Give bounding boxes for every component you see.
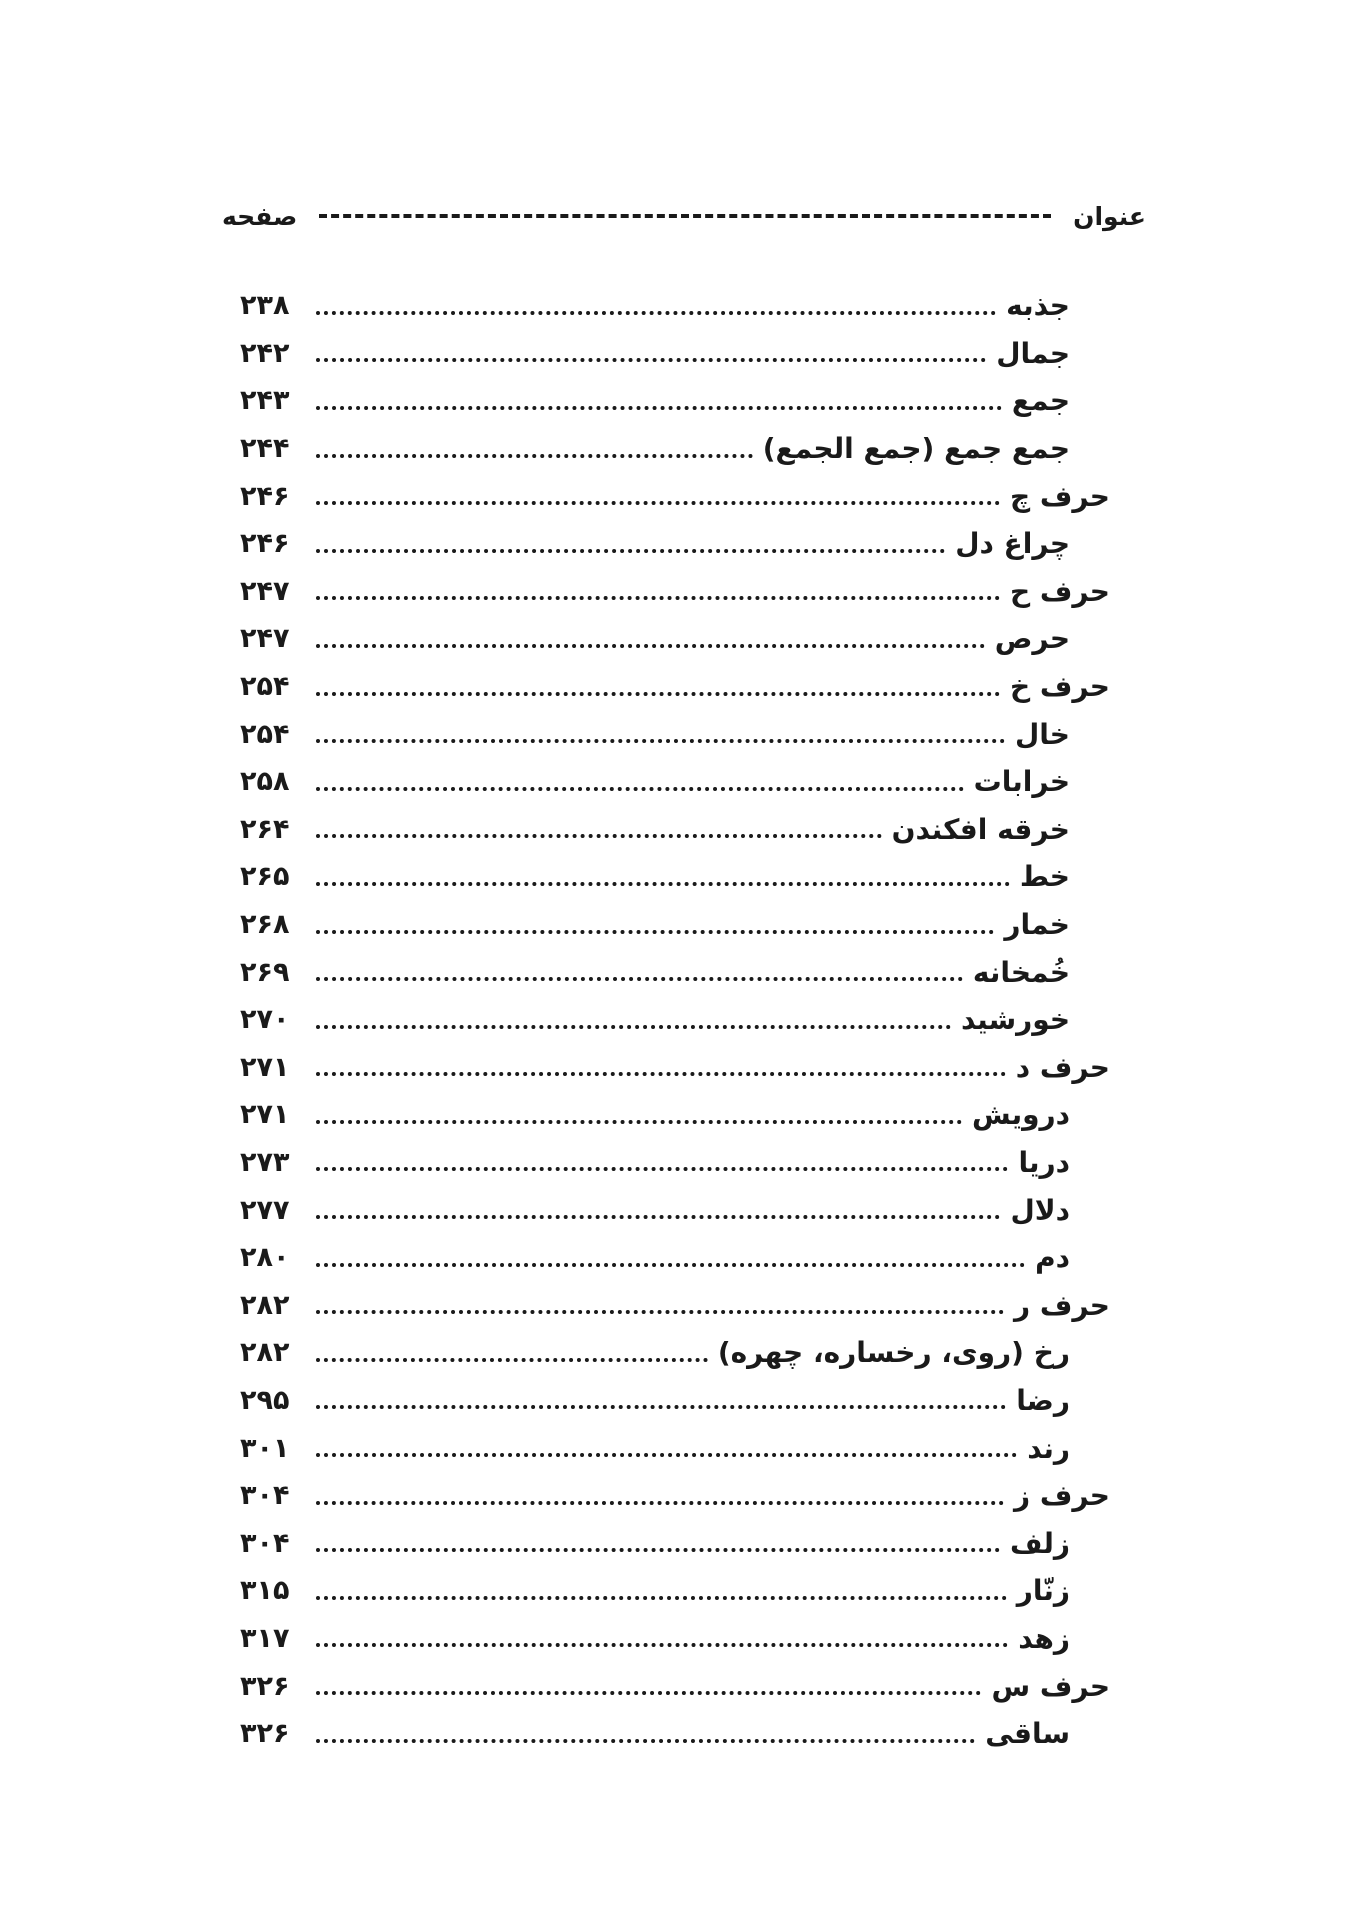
- toc-entry-row: [240, 1377, 1110, 1425]
- toc-entry-row: [240, 901, 1110, 949]
- dot-leader: [316, 1263, 1025, 1267]
- toc-entry-title: حرف ز: [1014, 1479, 1110, 1513]
- dot-leader: [316, 549, 945, 553]
- dot-leader: [316, 1739, 975, 1743]
- toc-page-number: ۲۸۰: [240, 1242, 290, 1274]
- toc-section-row: [240, 1044, 1110, 1092]
- dot-leader: [316, 1215, 1000, 1219]
- toc-entry-row: [240, 853, 1110, 901]
- toc-entry-title: حرف ر: [1014, 1288, 1110, 1322]
- toc-entry-title: چراغ دل: [955, 527, 1070, 561]
- toc-page-number: ۲۹۵: [240, 1384, 290, 1416]
- toc-page-number: ۲۸۲: [240, 1337, 290, 1369]
- toc-section-row: [240, 568, 1110, 616]
- column-title-label: عنوان: [1073, 201, 1146, 231]
- toc-page-number: ۲۶۴: [240, 813, 290, 845]
- toc-page-number: ۲۷۱: [240, 1099, 290, 1131]
- toc-page-number: ۲۶۹: [240, 956, 290, 988]
- toc-page-number: ۳۱۷: [240, 1622, 290, 1654]
- dot-leader: [316, 977, 963, 981]
- toc-page-number: ۲۴۶: [240, 528, 290, 560]
- dot-leader: [316, 1167, 1008, 1171]
- toc-page-number: ۲۴۷: [240, 623, 290, 655]
- toc-section-row: [240, 1472, 1110, 1520]
- toc-entry-title: حرف س: [991, 1669, 1110, 1703]
- toc-page-number: ۳۰۴: [240, 1527, 290, 1559]
- toc-entry-title: رضا: [1016, 1383, 1070, 1417]
- toc-page-number: ۲۵۴: [240, 671, 290, 703]
- toc-page-number: ۲۳۸: [240, 290, 290, 322]
- toc-entry-title: رند: [1027, 1431, 1070, 1465]
- toc-entry-title: خُمخانه: [972, 955, 1070, 989]
- header-dashed-rule: [319, 214, 1051, 218]
- dot-leader: [316, 1453, 1017, 1457]
- toc-entry-row: [240, 758, 1110, 806]
- toc-entry-row: [240, 1615, 1110, 1663]
- toc-page-number: ۲۴۲: [240, 337, 290, 369]
- toc-entry-row: [240, 282, 1110, 330]
- toc-entry-title: دلال: [1010, 1193, 1070, 1227]
- dot-leader: [316, 311, 996, 315]
- toc-entry-title: خمار: [1004, 908, 1070, 942]
- toc-entry-title: زنّار: [1016, 1574, 1070, 1608]
- dot-leader: [316, 739, 1005, 743]
- toc-entry-row: [240, 1139, 1110, 1187]
- dot-leader: [316, 834, 882, 838]
- toc-page-number: ۳۰۴: [240, 1480, 290, 1512]
- toc-entry-title: جذبه: [1006, 289, 1070, 323]
- toc-page-number: ۲۴۶: [240, 480, 290, 512]
- dot-leader: [316, 358, 986, 362]
- toc-entry-title: حرف چ: [1009, 479, 1110, 513]
- toc-entry-title: خال: [1015, 717, 1070, 751]
- toc-entry-title: جمال: [996, 336, 1070, 370]
- toc-list: [240, 282, 1110, 1757]
- toc-page-number: ۲۵۸: [240, 766, 290, 798]
- dot-leader: [316, 1501, 1004, 1505]
- toc-page-number: ۲۸۲: [240, 1289, 290, 1321]
- dot-leader: [316, 1072, 1006, 1076]
- toc-page-number: ۲۷۷: [240, 1194, 290, 1226]
- dot-leader: [316, 1025, 951, 1029]
- toc-page-number: ۲۴۴: [240, 433, 290, 465]
- toc-page-number: ۲۶۸: [240, 909, 290, 941]
- toc-entry-title: حرف خ: [1009, 670, 1110, 704]
- dot-leader: [316, 1120, 962, 1124]
- toc-page-number: ۲۷۳: [240, 1146, 290, 1178]
- toc-entry-title: جمع جمع (جمع الجمع): [762, 432, 1070, 466]
- toc-entry-row: [240, 710, 1110, 758]
- dot-leader: [316, 1548, 1000, 1552]
- toc-section-row: [240, 1662, 1110, 1710]
- toc-entry-row: [240, 1424, 1110, 1472]
- toc-entry-row: [240, 1567, 1110, 1615]
- toc-entry-row: [240, 377, 1110, 425]
- toc-page-number: ۲۵۴: [240, 718, 290, 750]
- toc-page-number: ۲۶۵: [240, 861, 290, 893]
- toc-page-number: ۲۴۳: [240, 385, 290, 417]
- toc-page-number: ۳۲۶: [240, 1670, 290, 1702]
- dot-leader: [316, 406, 1002, 410]
- toc-entry-row: [240, 1234, 1110, 1282]
- dot-leader: [316, 1358, 708, 1362]
- toc-entry-title: خرابات: [973, 765, 1070, 799]
- dot-leader: [316, 1310, 1004, 1314]
- toc-entry-title: رخ (روی، رخساره، چهره): [717, 1336, 1070, 1370]
- dot-leader: [316, 692, 1000, 696]
- toc-entry-title: زلف: [1010, 1526, 1070, 1560]
- toc-entry-row: [240, 1091, 1110, 1139]
- toc-entry-title: حرف د: [1015, 1050, 1110, 1084]
- toc-entry-title: دریا: [1018, 1145, 1070, 1179]
- toc-entry-title: حرف ح: [1009, 574, 1110, 608]
- toc-entry-row: [240, 1329, 1110, 1377]
- toc-page-number: ۳۲۶: [240, 1718, 290, 1750]
- toc-entry-row: [240, 1710, 1110, 1758]
- toc-entry-row: [240, 1186, 1110, 1234]
- toc-entry-row: [240, 996, 1110, 1044]
- toc-entry-row: [240, 520, 1110, 568]
- dot-leader: [316, 1596, 1007, 1600]
- toc-entry-title: ساقی: [985, 1717, 1070, 1751]
- dot-leader: [316, 1405, 1006, 1409]
- dot-leader: [316, 454, 753, 458]
- dot-leader: [316, 1643, 1008, 1647]
- toc-page-number: ۲۷۰: [240, 1004, 290, 1036]
- toc-entry-row: [240, 948, 1110, 996]
- toc-entry-title: جمع: [1011, 384, 1070, 418]
- toc-section-row: [240, 1281, 1110, 1329]
- toc-entry-title: درویش: [972, 1098, 1070, 1132]
- toc-entry-row: [240, 330, 1110, 378]
- toc-entry-row: [240, 806, 1110, 854]
- toc-page-number: ۲۷۱: [240, 1051, 290, 1083]
- toc-entry-row: [240, 1519, 1110, 1567]
- toc-entry-title: زهد: [1018, 1621, 1070, 1655]
- toc-entry-row: [240, 425, 1110, 473]
- dot-leader: [316, 930, 994, 934]
- dot-leader: [316, 787, 964, 791]
- dot-leader: [316, 882, 1010, 886]
- toc-page-number: ۳۰۱: [240, 1432, 290, 1464]
- dot-leader: [316, 596, 1000, 600]
- toc-header: [222, 196, 1146, 236]
- toc-page-number: ۲۴۷: [240, 575, 290, 607]
- column-page-label: صفحه: [222, 201, 298, 231]
- dot-leader: [316, 644, 985, 648]
- toc-section-row: [240, 663, 1110, 711]
- toc-entry-row: [240, 615, 1110, 663]
- dot-leader: [316, 501, 1000, 505]
- dot-leader: [316, 1691, 981, 1695]
- toc-entry-title: دم: [1035, 1241, 1070, 1275]
- toc-section-row: [240, 472, 1110, 520]
- toc-entry-title: خرقه افکندن: [891, 812, 1070, 846]
- toc-entry-title: خط: [1019, 860, 1070, 894]
- toc-entry-title: حرص: [994, 622, 1070, 656]
- toc-page-number: ۳۱۵: [240, 1575, 290, 1607]
- toc-entry-title: خورشید: [961, 1003, 1070, 1037]
